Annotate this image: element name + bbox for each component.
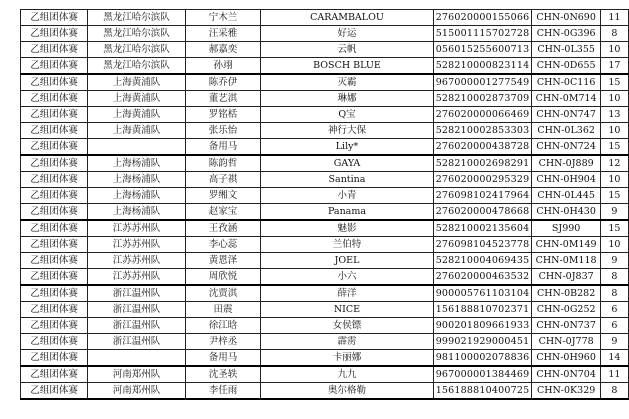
team-cell bbox=[88, 139, 185, 156]
table-row bbox=[21, 172, 629, 188]
rider-cell: 尹梓丞 bbox=[185, 334, 261, 350]
passport-cell: CHN-0L362 bbox=[532, 123, 601, 139]
horse-cell: JOEL bbox=[261, 253, 433, 269]
horse-cell: 灭霸 bbox=[261, 74, 433, 91]
chip-number-cell: 276020000438728 bbox=[433, 139, 532, 156]
team-entry-table bbox=[20, 9, 629, 400]
table-row bbox=[21, 91, 629, 107]
group-cell: 乙组团体赛 bbox=[21, 350, 88, 367]
chip-number-cell: 528210002873709 bbox=[433, 91, 532, 107]
team-cell: 浙江温州队 bbox=[88, 302, 185, 318]
number-cell: 9 bbox=[600, 253, 628, 269]
team-cell: 黑龙江哈尔滨队 bbox=[88, 26, 185, 42]
passport-cell: CHN-0L445 bbox=[532, 188, 601, 204]
team-cell: 上海黄浦队 bbox=[88, 91, 185, 107]
rider-cell: 孙翊 bbox=[185, 58, 261, 75]
team-cell: 河南郑州队 bbox=[88, 366, 185, 383]
horse-cell: 兰伯特 bbox=[261, 237, 433, 253]
horse-cell: CARAMBALOU bbox=[261, 10, 433, 26]
table-row bbox=[21, 285, 629, 302]
chip-number-cell: 528210004069435 bbox=[433, 253, 532, 269]
rider-cell: 罗铭栝 bbox=[185, 107, 261, 123]
passport-cell: CHN-0M714 bbox=[532, 91, 601, 107]
team-cell: 浙江温州队 bbox=[88, 318, 185, 334]
number-cell: 10 bbox=[600, 172, 628, 188]
number-cell: 15 bbox=[600, 188, 628, 204]
rider-cell: 王孜涵 bbox=[185, 220, 261, 237]
passport-cell: CHN-0J889 bbox=[532, 155, 601, 172]
chip-number-cell: 276020000155066 bbox=[433, 10, 532, 26]
table-row bbox=[21, 350, 629, 367]
group-cell: 乙组团体赛 bbox=[21, 237, 88, 253]
rider-cell: 田震 bbox=[185, 302, 261, 318]
horse-cell: 好运 bbox=[261, 26, 433, 42]
table-row bbox=[21, 334, 629, 350]
passport-cell: CHN-0N724 bbox=[532, 139, 601, 156]
horse-cell: 九九 bbox=[261, 366, 433, 383]
chip-number-cell: 056015255600713 bbox=[433, 42, 532, 58]
chip-number-cell: 156188810702371 bbox=[433, 302, 532, 318]
table-row bbox=[21, 107, 629, 123]
rider-cell: 沈圣轶 bbox=[185, 366, 261, 383]
passport-cell: CHN-0G252 bbox=[532, 302, 601, 318]
group-cell: 乙组团体赛 bbox=[21, 155, 88, 172]
horse-cell: NICE bbox=[261, 302, 433, 318]
horse-cell: Panama bbox=[261, 204, 433, 221]
team-cell: 江苏苏州队 bbox=[88, 253, 185, 269]
table-row bbox=[21, 204, 629, 221]
chip-number-cell: 276020000066469 bbox=[433, 107, 532, 123]
rider-cell: 罗缃文 bbox=[185, 188, 261, 204]
number-cell: 10 bbox=[600, 91, 628, 107]
rider-cell: 张乐怡 bbox=[185, 123, 261, 139]
chip-number-cell: 528210002698291 bbox=[433, 155, 532, 172]
group-cell: 乙组团体赛 bbox=[21, 285, 88, 302]
number-cell: 8 bbox=[600, 26, 628, 42]
chip-number-cell: 276098102417964 bbox=[433, 188, 532, 204]
group-cell: 乙组团体赛 bbox=[21, 107, 88, 123]
passport-cell: CHN-0N747 bbox=[532, 107, 601, 123]
number-cell: 13 bbox=[600, 107, 628, 123]
horse-cell: 女侯镖 bbox=[261, 318, 433, 334]
horse-cell: 奥尔格勒 bbox=[261, 383, 433, 400]
horse-cell: 小青 bbox=[261, 188, 433, 204]
team-cell: 上海杨浦队 bbox=[88, 188, 185, 204]
table-row bbox=[21, 123, 629, 139]
horse-cell: 云帆 bbox=[261, 42, 433, 58]
team-cell: 上海黄浦队 bbox=[88, 74, 185, 91]
number-cell: 8 bbox=[600, 269, 628, 286]
number-cell: 14 bbox=[600, 350, 628, 367]
passport-cell: CHN-0K329 bbox=[532, 383, 601, 400]
team-cell: 浙江温州队 bbox=[88, 285, 185, 302]
table-row bbox=[21, 26, 629, 42]
number-cell: 17 bbox=[600, 58, 628, 75]
passport-cell: CHN-0N704 bbox=[532, 366, 601, 383]
group-cell: 乙组团体赛 bbox=[21, 172, 88, 188]
group-cell: 乙组团体赛 bbox=[21, 26, 88, 42]
team-cell: 江苏苏州队 bbox=[88, 269, 185, 286]
number-cell: 9 bbox=[600, 334, 628, 350]
passport-cell: CHN-0J837 bbox=[532, 269, 601, 286]
number-cell: 10 bbox=[600, 123, 628, 139]
number-cell: 8 bbox=[600, 383, 628, 400]
group-cell: 乙组团体赛 bbox=[21, 302, 88, 318]
horse-cell: 琳娜 bbox=[261, 91, 433, 107]
rider-cell: 周欣悦 bbox=[185, 269, 261, 286]
table-row bbox=[21, 237, 629, 253]
table-row bbox=[21, 383, 629, 400]
rider-cell: 李心蕊 bbox=[185, 237, 261, 253]
group-cell: 乙组团体赛 bbox=[21, 10, 88, 26]
team-cell: 黑龙江哈尔滨队 bbox=[88, 42, 185, 58]
horse-cell: GAYA bbox=[261, 155, 433, 172]
rider-cell: 徐江晗 bbox=[185, 318, 261, 334]
passport-cell: CHN-0H960 bbox=[532, 350, 601, 367]
chip-number-cell: 276098104523778 bbox=[433, 237, 532, 253]
table-row bbox=[21, 302, 629, 318]
group-cell: 乙组团体赛 bbox=[21, 58, 88, 75]
table-row bbox=[21, 139, 629, 156]
team-cell: 上海黄浦队 bbox=[88, 107, 185, 123]
number-cell: 10 bbox=[600, 42, 628, 58]
team-cell: 上海黄浦队 bbox=[88, 123, 185, 139]
horse-cell: 小六 bbox=[261, 269, 433, 286]
group-cell: 乙组团体赛 bbox=[21, 74, 88, 91]
team-cell: 上海杨浦队 bbox=[88, 155, 185, 172]
group-cell: 乙组团体赛 bbox=[21, 220, 88, 237]
group-cell: 乙组团体赛 bbox=[21, 204, 88, 221]
chip-number-cell: 967000001384469 bbox=[433, 366, 532, 383]
table-row bbox=[21, 188, 629, 204]
passport-cell: CHN-0B282 bbox=[532, 285, 601, 302]
passport-cell: CHN-0C116 bbox=[532, 74, 601, 91]
group-cell: 乙组团体赛 bbox=[21, 139, 88, 156]
horse-cell: 魅影 bbox=[261, 220, 433, 237]
chip-number-cell: 156188810400725 bbox=[433, 383, 532, 400]
rider-cell: 汪采雅 bbox=[185, 26, 261, 42]
chip-number-cell: 276020000295329 bbox=[433, 172, 532, 188]
chip-number-cell: 900005761103104 bbox=[433, 285, 532, 302]
chip-number-cell: 515001115702728 bbox=[433, 26, 532, 42]
chip-number-cell: 528210002853303 bbox=[433, 123, 532, 139]
horse-cell: 神行大保 bbox=[261, 123, 433, 139]
chip-number-cell: 900201809661933 bbox=[433, 318, 532, 334]
number-cell: 15 bbox=[600, 74, 628, 91]
passport-cell: CHN-0L355 bbox=[532, 42, 601, 58]
rider-cell: 高子祺 bbox=[185, 172, 261, 188]
chip-number-cell: 276020000463532 bbox=[433, 269, 532, 286]
group-cell: 乙组团体赛 bbox=[21, 269, 88, 286]
horse-cell: Q宝 bbox=[261, 107, 433, 123]
horse-cell: BOSCH BLUE bbox=[261, 58, 433, 75]
passport-cell: CHN-0J778 bbox=[532, 334, 601, 350]
table-row bbox=[21, 10, 629, 26]
team-cell: 浙江温州队 bbox=[88, 334, 185, 350]
team-cell: 黑龙江哈尔滨队 bbox=[88, 10, 185, 26]
number-cell: 8 bbox=[600, 285, 628, 302]
number-cell: 10 bbox=[600, 237, 628, 253]
group-cell: 乙组团体赛 bbox=[21, 366, 88, 383]
table-row bbox=[21, 253, 629, 269]
chip-number-cell: 528210000823114 bbox=[433, 58, 532, 75]
table-row bbox=[21, 220, 629, 237]
horse-cell: Lily* bbox=[261, 139, 433, 156]
horse-cell: 薛洋 bbox=[261, 285, 433, 302]
chip-number-cell: 528210002135604 bbox=[433, 220, 532, 237]
passport-cell: CHN-0H904 bbox=[532, 172, 601, 188]
number-cell: 15 bbox=[600, 139, 628, 156]
rider-cell: 沈贾淇 bbox=[185, 285, 261, 302]
passport-cell: CHN-0M118 bbox=[532, 253, 601, 269]
team-cell: 黑龙江哈尔滨队 bbox=[88, 58, 185, 75]
team-cell: 江苏苏州队 bbox=[88, 220, 185, 237]
rider-cell: 备用马 bbox=[185, 139, 261, 156]
table-body bbox=[21, 10, 629, 400]
rider-cell: 陈韵哲 bbox=[185, 155, 261, 172]
table-row bbox=[21, 366, 629, 383]
number-cell: 11 bbox=[600, 366, 628, 383]
horse-cell: 霹雳 bbox=[261, 334, 433, 350]
chip-number-cell: 967000001277549 bbox=[433, 74, 532, 91]
table-row bbox=[21, 155, 629, 172]
team-cell: 上海杨浦队 bbox=[88, 204, 185, 221]
number-cell: 9 bbox=[600, 204, 628, 221]
table-row bbox=[21, 74, 629, 91]
chip-number-cell: 276020000478668 bbox=[433, 204, 532, 221]
number-cell: 6 bbox=[600, 302, 628, 318]
rider-cell: 董艺淇 bbox=[185, 91, 261, 107]
group-cell: 乙组团体赛 bbox=[21, 383, 88, 400]
team-cell bbox=[88, 350, 185, 367]
number-cell: 11 bbox=[600, 10, 628, 26]
team-cell: 河南郑州队 bbox=[88, 383, 185, 400]
group-cell: 乙组团体赛 bbox=[21, 334, 88, 350]
rider-cell: 赵家宝 bbox=[185, 204, 261, 221]
passport-cell: CHN-0N737 bbox=[532, 318, 601, 334]
team-cell: 上海杨浦队 bbox=[88, 172, 185, 188]
number-cell: 12 bbox=[600, 155, 628, 172]
rider-cell: 宁木兰 bbox=[185, 10, 261, 26]
rider-cell: 备用马 bbox=[185, 350, 261, 367]
passport-cell: SJ990 bbox=[532, 220, 601, 237]
number-cell: 6 bbox=[600, 318, 628, 334]
passport-cell: CHN-0H430 bbox=[532, 204, 601, 221]
group-cell: 乙组团体赛 bbox=[21, 91, 88, 107]
table-row bbox=[21, 58, 629, 75]
passport-cell: CHN-0M149 bbox=[532, 237, 601, 253]
group-cell: 乙组团体赛 bbox=[21, 253, 88, 269]
rider-cell: 李任雨 bbox=[185, 383, 261, 400]
table-row bbox=[21, 42, 629, 58]
passport-cell: CHN-0D655 bbox=[532, 58, 601, 75]
rider-cell: 陈乔伊 bbox=[185, 74, 261, 91]
group-cell: 乙组团体赛 bbox=[21, 123, 88, 139]
table-row bbox=[21, 269, 629, 286]
passport-cell: CHN-0G396 bbox=[532, 26, 601, 42]
chip-number-cell: 999021929000451 bbox=[433, 334, 532, 350]
group-cell: 乙组团体赛 bbox=[21, 188, 88, 204]
group-cell: 乙组团体赛 bbox=[21, 42, 88, 58]
table-row bbox=[21, 318, 629, 334]
chip-number-cell: 981100002078836 bbox=[433, 350, 532, 367]
horse-cell: 卡丽娜 bbox=[261, 350, 433, 367]
rider-cell: 黄恩泽 bbox=[185, 253, 261, 269]
number-cell: 15 bbox=[600, 220, 628, 237]
team-cell: 江苏苏州队 bbox=[88, 237, 185, 253]
group-cell: 乙组团体赛 bbox=[21, 318, 88, 334]
passport-cell: CHN-0N690 bbox=[532, 10, 601, 26]
horse-cell: Santina bbox=[261, 172, 433, 188]
rider-cell: 郝嘉奕 bbox=[185, 42, 261, 58]
